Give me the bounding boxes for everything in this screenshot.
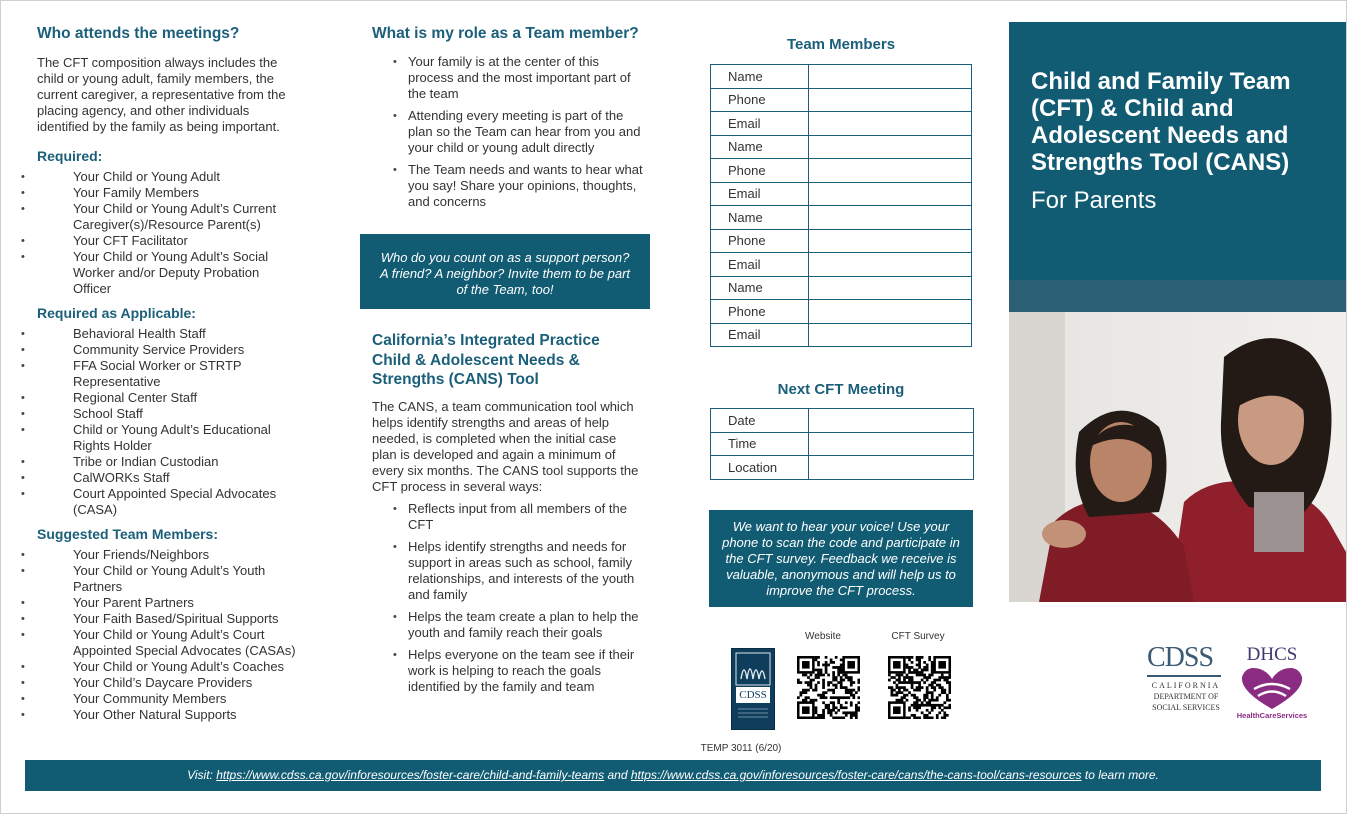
name-field[interactable]: [809, 135, 972, 159]
location-field[interactable]: [809, 456, 974, 480]
list-item: • Your Faith Based/Spiritual Supports: [0, 611, 299, 627]
list-item: • Helps the team create a plan to help the youth and family reach their goals: [372, 609, 642, 641]
cdss-logo-sub3: SOCIAL SERVICES: [1152, 703, 1220, 712]
cdss-logo: [1147, 643, 1225, 723]
next-meeting-form: [710, 408, 974, 480]
field-label: Time: [711, 432, 809, 456]
website-qr-code[interactable]: [797, 656, 860, 719]
cdss-logo-sub2: DEPARTMENT OF: [1153, 692, 1219, 701]
field-label: Email: [711, 112, 809, 136]
list-item: • Helps everyone on the team see if their work is helping to reach the goals identified by the family and team: [372, 647, 642, 695]
list-item: • Reflects input from all members of the CFT: [372, 501, 642, 533]
list-item: • Your Other Natural Supports: [0, 707, 299, 723]
field-label: Email: [711, 182, 809, 206]
list-item: • Your Child or Young Adult’s Social Worker and/or Deputy Probation Officer: [0, 249, 299, 297]
dhcs-heart-icon: [1234, 665, 1310, 711]
list-item: • CalWORKs Staff: [0, 470, 299, 486]
email-field[interactable]: [809, 323, 972, 347]
cans-intro: The CANS, a team communication tool which helps identify strengths and areas of help needed, is completed when the initial case plan is developed and again a minimum of every six months. The CANS tool supports the CFT process in several ways:: [372, 398, 639, 494]
name-field[interactable]: [809, 276, 972, 300]
dhcs-logo: [1234, 645, 1310, 725]
survey-callout: [709, 510, 973, 607]
role-list: [372, 54, 647, 210]
time-field[interactable]: [809, 432, 974, 456]
cdss-logo-rule: [1147, 675, 1221, 677]
email-field[interactable]: [809, 112, 972, 136]
applicable-list: [0, 326, 299, 518]
phone-field[interactable]: [809, 229, 972, 253]
team-members-form: [710, 64, 972, 347]
cans-list: [372, 501, 642, 695]
field-label: Phone: [711, 300, 809, 324]
field-label: Name: [711, 135, 809, 159]
required-heading: Required:: [37, 148, 103, 164]
field-label: Name: [711, 206, 809, 230]
survey-qr-code[interactable]: [888, 656, 950, 719]
qr-website-label: Website: [805, 631, 841, 642]
cans-section: [372, 331, 642, 695]
field-label: Name: [711, 276, 809, 300]
list-item: • Regional Center Staff: [0, 390, 299, 406]
list-item: • Attending every meeting is part of the plan so the Team can hear from you and your child or young adult directly: [372, 108, 647, 156]
survey-text: We want to hear your voice! Use your phone to scan the code and participate in the CFT survey. Feedback we receive is valuable, anonymous and will help us to improve the CFT process.: [722, 519, 960, 598]
team-members-heading: Team Members: [786, 36, 896, 53]
list-item: • Your Child or Young Adult’s Current Caregiver(s)/Resource Parent(s): [0, 201, 299, 233]
cover-title-panel: [1009, 22, 1346, 280]
dhcs-logo-text: DHCS: [1246, 644, 1298, 665]
list-item: • Your family is at the center of this process and the most important part of the team: [372, 54, 647, 102]
cover-photo: [1009, 312, 1346, 602]
field-label: Email: [711, 253, 809, 277]
email-field[interactable]: [809, 253, 972, 277]
column-role: [372, 25, 647, 210]
cdss-logo-sub1: CALIFORNIA: [1151, 681, 1221, 690]
list-item: • Child or Young Adult’s Educational Rights Holder: [0, 422, 299, 454]
cdss-logo-text: CDSS: [1147, 642, 1214, 673]
field-label: Email: [711, 323, 809, 347]
field-label: Date: [711, 409, 809, 433]
list-item: • Your Community Members: [0, 691, 299, 707]
list-item: • Your Child or Young Adult’s Youth Partners: [0, 563, 299, 595]
cover-accent-strip: [1009, 280, 1346, 312]
cdss-small-logo: [731, 648, 775, 730]
column-who-attends: [37, 25, 299, 723]
list-item: • The Team needs and wants to hear what you say! Share your opinions, thoughts, and concerns: [372, 162, 647, 210]
field-label: Name: [711, 65, 809, 89]
list-item: • Helps identify strengths and needs for support in areas such as school, family relationships, and interests of the youth and family: [372, 539, 642, 603]
list-item: • Your Parent Partners: [0, 595, 299, 611]
next-meeting-heading: Next CFT Meeting: [777, 381, 905, 398]
dhcs-logo-sub: HealthCareServices: [1236, 711, 1308, 720]
who-attends-intro: The CFT composition always includes the child or young adult, family members, the current caregiver, a representative from the placing agency, and other individuals identified by the family as being important.: [37, 55, 286, 134]
suggested-heading: Suggested Team Members:: [37, 526, 219, 542]
suggested-list: [0, 547, 299, 723]
list-item: • Your Child or Young Adult’s Court Appointed Special Advocates (CASAs): [0, 627, 299, 659]
email-field[interactable]: [809, 182, 972, 206]
phone-field[interactable]: [809, 300, 972, 324]
list-item: • School Staff: [0, 406, 299, 422]
list-item: • Behavioral Health Staff: [0, 326, 299, 342]
footer-visit: Visit:: [187, 768, 213, 782]
date-field[interactable]: [809, 409, 974, 433]
list-item: • Your CFT Facilitator: [0, 233, 299, 249]
footer-banner: [25, 760, 1321, 791]
required-list: [0, 169, 299, 297]
list-item: • FFA Social Worker or STRTP Representative: [0, 358, 299, 390]
role-heading: What is my role as a Team member?: [372, 25, 639, 42]
list-item: • Your Family Members: [0, 185, 299, 201]
required-applicable-heading: Required as Applicable:: [37, 305, 196, 321]
list-item: • Community Service Providers: [0, 342, 299, 358]
qr-survey-label: CFT Survey: [891, 631, 945, 642]
cans-heading: California’s Integrated Practice Child & Adolescent Needs & Strengths (CANS) Tool: [372, 332, 600, 388]
form-code: TEMP 3011 (6/20): [700, 743, 782, 754]
field-label: Location: [711, 456, 809, 480]
list-item: • Tribe or Indian Custodian: [0, 454, 299, 470]
cover-title: Child and Family Team (CFT) & Child and Adolescent Needs and Strengths Tool (CANS): [1031, 68, 1291, 176]
name-field[interactable]: [809, 206, 972, 230]
list-item: • Your Child’s Daycare Providers: [0, 675, 299, 691]
support-person-callout: [360, 234, 650, 309]
name-field[interactable]: [809, 65, 972, 89]
phone-field[interactable]: [809, 159, 972, 183]
footer-suffix: to learn more.: [1084, 768, 1159, 782]
list-item: • Your Child or Young Adult’s Coaches: [0, 659, 299, 675]
child-family-teams-link[interactable]: https://www.cdss.ca.gov/inforesources/foster-care/child-and-family-teams: [216, 768, 605, 782]
field-label: Phone: [711, 159, 809, 183]
list-item: • Your Friends/Neighbors: [0, 547, 299, 563]
footer-and: and: [607, 768, 628, 782]
field-label: Phone: [711, 229, 809, 253]
cans-resources-link[interactable]: https://www.cdss.ca.gov/inforesources/foster-care/cans/the-cans-tool/cans-resources: [630, 768, 1082, 782]
field-label: Phone: [711, 88, 809, 112]
list-item: • Court Appointed Special Advocates (CASA): [0, 486, 299, 518]
list-item: • Your Child or Young Adult: [0, 169, 299, 185]
phone-field[interactable]: [809, 88, 972, 112]
who-attends-heading: Who attends the meetings?: [37, 25, 240, 42]
cover-subtitle: For Parents: [1031, 187, 1157, 214]
support-person-text: Who do you count on as a support person? A friend? A neighbor? Invite them to be part of the Team, too!: [379, 250, 631, 297]
cdss-small-logo-text: CDSS: [739, 689, 767, 701]
